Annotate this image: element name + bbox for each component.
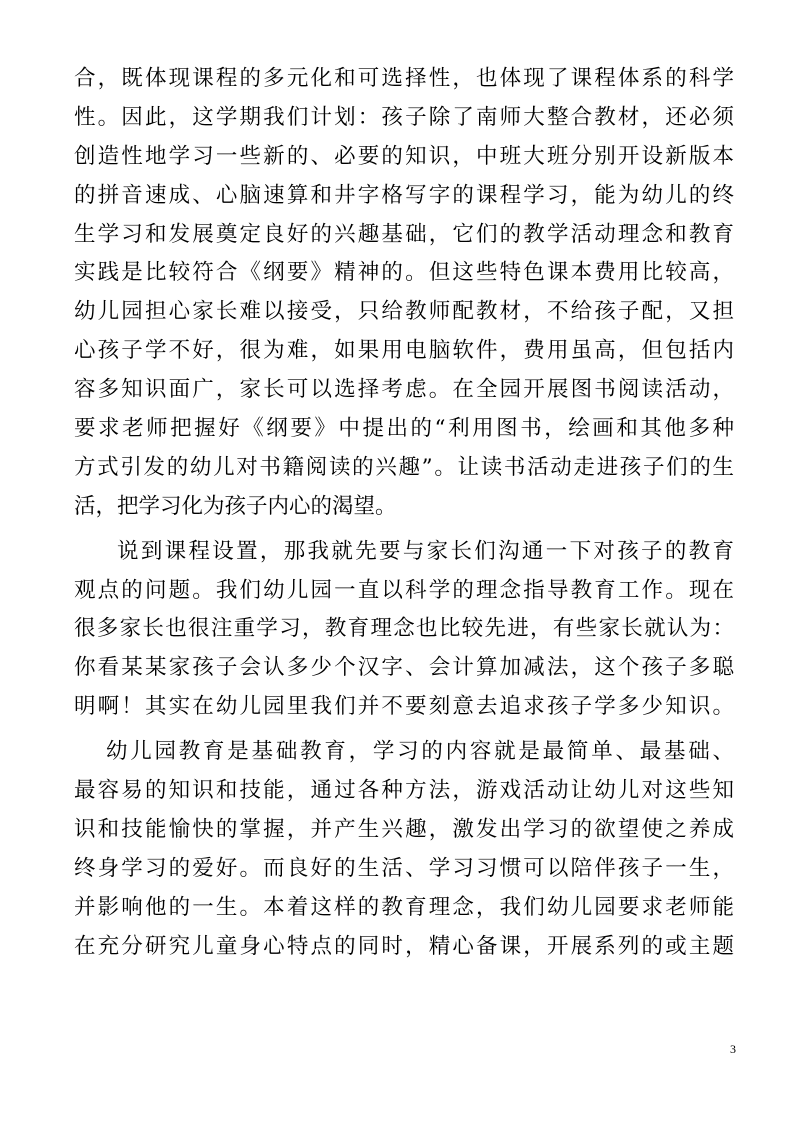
text-line: 很多家长也很注重学习，教育理念也比较先进，有些家长就认为：	[74, 616, 734, 642]
text-line: 活，把学习化为孩子内心的渴望。	[74, 493, 397, 519]
text-line: 说到课程设置，那我就先要与家长们沟通一下对孩子的教育	[117, 538, 734, 564]
text-line: 性。因此，这学期我们计划：孩子除了南师大整合教材，还必须	[74, 104, 734, 130]
text-line: 在充分研究儿童身心特点的同时，精心备课，开展系列的或主题	[74, 933, 734, 959]
text-line: 最容易的知识和技能，通过各种方法，游戏活动让幼儿对这些知	[74, 778, 734, 804]
text-line: 心孩子学不好，很为难，如果用电脑软件，费用虽高，但包括内	[74, 338, 734, 364]
text-line: 识和技能愉快的掌握，并产生兴趣，激发出学习的欲望使之养成	[74, 816, 734, 842]
text-line: 终身学习的爱好。而良好的生活、学习习惯可以陪伴孩子一生，	[74, 855, 734, 881]
text-line: 创造性地学习一些新的、必要的知识，中班大班分别开设新版本	[74, 143, 734, 169]
body-text	[74, 60, 734, 966]
paragraph-3	[74, 733, 734, 966]
text-line: 幼儿园担心家长难以接受，只给教师配教材，不给孩子配，又担	[74, 299, 734, 325]
text-line: 你看某某家孩子会认多少个汉字、会计算加减法，这个孩子多聪	[74, 655, 734, 681]
paragraph-1	[74, 60, 734, 527]
text-line: 并影响他的一生。本着这样的教育理念，我们幼儿园要求老师能	[74, 894, 734, 920]
text-line: 明啊！其实在幼儿园里我们并不要刻意去追求孩子学多少知识。	[74, 694, 734, 720]
text-line: 生学习和发展奠定良好的兴趣基础，它们的教学活动理念和教育	[74, 221, 734, 247]
page-number: 3	[730, 1042, 736, 1056]
text-line: 幼儿园教育是基础教育，学习的内容就是最简单、最基础、	[106, 739, 734, 765]
paragraph-2	[74, 533, 734, 727]
text-line: 方式引发的幼儿对书籍阅读的兴趣”。让读书活动走进孩子们的生	[74, 454, 734, 480]
text-line: 的拼音速成、心脑速算和井字格写字的课程学习，能为幼儿的终	[74, 182, 734, 208]
text-line: 合，既体现课程的多元化和可选择性，也体现了课程体系的科学	[74, 66, 734, 91]
text-line: 观点的问题。我们幼儿园一直以科学的理念指导教育工作。现在	[74, 577, 734, 603]
text-line: 要求老师把握好《纲要》中提出的“利用图书，绘画和其他多种	[74, 416, 734, 442]
text-line: 容多知识面广，家长可以选择考虑。在全园开展图书阅读活动，	[74, 377, 734, 403]
text-line: 实践是比较符合《纲要》精神的。但这些特色课本费用比较高，	[74, 260, 734, 286]
